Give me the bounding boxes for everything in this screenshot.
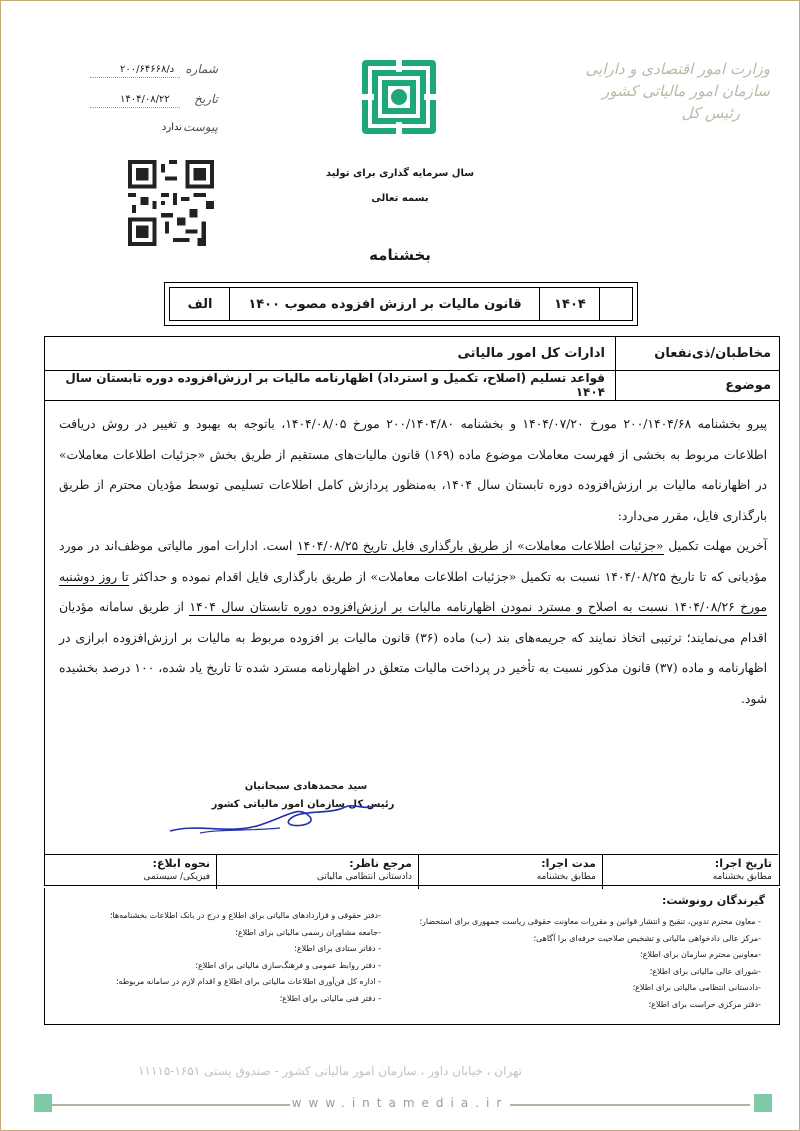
subject-value: قواعد تسلیم (اصلاح، تکمیل و استرداد) اظهارنامه مالیات بر ارزش‌افزوده دوره تابستان سال ۱۴۰۴ <box>65 371 605 399</box>
exec-period-label: مدت اجرا: <box>541 857 596 870</box>
circular-body-table <box>44 336 780 886</box>
paragraph-2-part-b: است. ادارات امور مالیاتی موظف‌اند در مورد مؤدیانی که تا تاریخ ۱۴۰۴/۰۸/۲۵ نسبت به تکمیل «جزئیات اطلاعات معاملات» از طریق بارگذاری فایل اقدام نموده و حداکثر <box>59 539 767 584</box>
bismillah: بسمه تعالی <box>371 193 429 204</box>
footer-square-icon <box>34 1094 52 1112</box>
subject-label: موضوع <box>615 370 779 400</box>
dotted-line <box>90 77 180 78</box>
attachment-value: ندارد <box>161 122 182 133</box>
underlined-deadline: «جزئیات اطلاعات معاملات» از طریق بارگذاری فایل تاریخ ۱۴۰۴/۰۸/۲۵ <box>296 539 664 553</box>
recipients-title: گیرندگان رونوشت: <box>661 894 765 907</box>
paragraph-2-part-a: آخرین مهلت تکمیل <box>663 539 768 553</box>
list-item: -دفتر مرکزی حراست برای اطلاع؛ <box>648 999 761 1009</box>
underlined-amendment-deadline: تا روز دوشنبه مورخ ۱۴۰۴/۰۸/۲۶ نسبت به اصلاح و مسترد نمودن اظهارنامه مالیات بر ارزش‌افزوده دوره تابستان سال ۱۴۰۴ <box>59 569 767 614</box>
paragraph-2-part-c: از طریق سامانه مؤدیان اقدام می‌نمایند؛ ترتیبی اتخاذ نمایند که جریمه‌های بند (ب) ماده (۳۶) قانون مالیات بر افزوده مربوط به مالیات بر ارزش‌افزوده ابرازی در اظهارنامه و ماده (۳۷) قانون مذکور نسبت به تأخیر در پرداخت مالیات متعلق در اظهارنامه مسترد شده تا تاریخ یاد شده، ۱۰۰ درصد بخشیده شود. <box>59 600 768 706</box>
exec-date-label: تاریخ اجرا: <box>714 857 772 870</box>
list-item: - دفاتر ستادی برای اطلاع؛ <box>294 944 381 953</box>
recipients-right-column <box>391 914 761 1013</box>
exec-date-value: مطابق بخشنامه <box>712 872 772 882</box>
ministry-line-1: وزارت امور اقتصادی و دارایی <box>585 60 770 78</box>
paragraph-2 <box>59 531 767 714</box>
date-label: تاریخ <box>194 92 218 106</box>
letter-attachment <box>90 120 240 138</box>
list-item: - معاون محترم تدوین، تنقیح و انتشار قوانین و مقررات معاونت حقوقی ریاست جمهوری برای استحضار؛ <box>419 917 761 926</box>
exec-period-value: مطابق بخشنامه <box>536 872 596 882</box>
band-empty-cell <box>599 288 632 320</box>
band-code: الف <box>187 296 213 312</box>
recipients-left-column <box>81 908 381 1007</box>
list-item: -دفتر حقوقی و قراردادهای مالیاتی برای اطلاع و درج در بانک اطلاعات بخشنامه‌ها؛ <box>109 911 381 920</box>
supervisor-cell <box>216 855 418 889</box>
signer-role: رئیس کل سازمان امور مالیاتی کشور <box>211 799 395 810</box>
paragraph-1: پیرو بخشنامه ۲۰۰/۱۴۰۴/۶۸ مورخ ۱۴۰۴/۰۷/۲۰ و بخشنامه ۲۰۰/۱۴۰۴/۸۰ مورخ ۱۴۰۴/۰۸/۰۵، باتوجه به بهبود و تغییر در روش دریافت اطلاعات مربوط به بخشی از فهرست معاملات موضوع ماده (۱۶۹) قانون مالیات‌های مستقیم از طریق بخش «جزئیات اطلاعات معاملات» در اظهارنامه مالیات بر ارزش‌افزوده دوره تابستان سال ۱۴۰۴، به‌منظور پردازش کامل اطلاعات تسلیمی توسط مؤدیان محترم از طریق بارگذاری فایل، مقرر می‌دارد: <box>59 417 767 523</box>
audience-row <box>45 337 779 371</box>
letter-number <box>90 62 240 80</box>
band-law-title: قانون مالیات بر ارزش افزوده مصوب ۱۴۰۰ <box>229 288 540 320</box>
letter-date <box>90 92 240 110</box>
notify-label: نحوه ابلاغ: <box>152 857 210 870</box>
audience-value: ادارات کل امور مالیاتی <box>457 346 605 361</box>
list-item: -معاونین محترم سازمان برای اطلاع؛ <box>640 950 761 959</box>
dotted-line <box>90 107 180 108</box>
year-slogan: سال سرمایه گذاری برای تولید <box>325 168 475 179</box>
circular-text <box>59 409 767 714</box>
handwritten-signature <box>160 795 400 840</box>
signer-name: سید محمدهادی سبحانیان <box>244 781 368 792</box>
execution-info-row <box>44 854 778 889</box>
tax-organization-logo <box>354 52 444 142</box>
list-item: -مرکز عالی دادخواهی مالیاتی و تشخیص صلاحیت حرفه‌ای برا آگاهی؛ <box>533 933 761 943</box>
subject-row <box>45 370 779 401</box>
list-item: - اداره کل فن‌آوری اطلاعات مالیاتی برای اطلاع و اقدام لازم در سامانه مربوطه؛ <box>116 977 381 986</box>
postal-address: تهران ، خیابان داور ، سازمان امور مالیاتی کشور - صندوق پستی ۱۶۵۱-۱۱۱۱۵ <box>138 1064 522 1078</box>
list-item: -جامعه مشاوران رسمی مالیاتی برای اطلاع؛ <box>235 927 381 937</box>
supervisor-value: دادستانی انتظامی مالیاتی <box>316 872 412 882</box>
date-value: ۱۴۰۴/۰۸/۲۲ <box>120 94 170 105</box>
website-link[interactable]: www.intamedia.ir <box>291 1096 509 1110</box>
document-title: بخشنامه <box>369 246 431 264</box>
attachment-label: پیوست <box>183 120 218 134</box>
list-item: -شورای عالی مالیاتی برای اطلاع؛ <box>649 966 761 976</box>
page-footer <box>0 1090 800 1126</box>
list-item: -دادستانی انتظامی مالیاتی برای اطلاع؛ <box>632 983 761 992</box>
ministry-header <box>570 58 770 124</box>
qr-code-icon <box>122 160 220 246</box>
number-value: د/۲۰۰/۶۴۶۶۸ <box>120 64 175 75</box>
exec-date-cell <box>602 855 778 889</box>
circular-title-band <box>164 282 638 326</box>
audience-label: مخاطبان/ذی‌نفعان <box>615 337 779 370</box>
ministry-line-3: رئیس کل <box>681 104 740 122</box>
exec-period-cell <box>418 855 602 889</box>
notify-cell <box>44 855 216 889</box>
footer-square-icon <box>754 1094 772 1112</box>
list-item: - دفتر روابط عمومی و فرهنگ‌سازی مالیاتی برای اطلاع؛ <box>195 960 381 970</box>
copy-recipients <box>44 888 780 1025</box>
band-year: ۱۴۰۴ <box>539 288 600 320</box>
list-item: - دفتر فنی مالیاتی برای اطلاع؛ <box>279 993 381 1003</box>
supervisor-label: مرجع ناظر: <box>349 857 412 870</box>
ministry-line-2: سازمان امور مالیاتی کشور <box>602 82 770 100</box>
number-label: شماره <box>185 62 218 76</box>
notify-value: فیزیکی/ سیستمی <box>143 872 210 882</box>
